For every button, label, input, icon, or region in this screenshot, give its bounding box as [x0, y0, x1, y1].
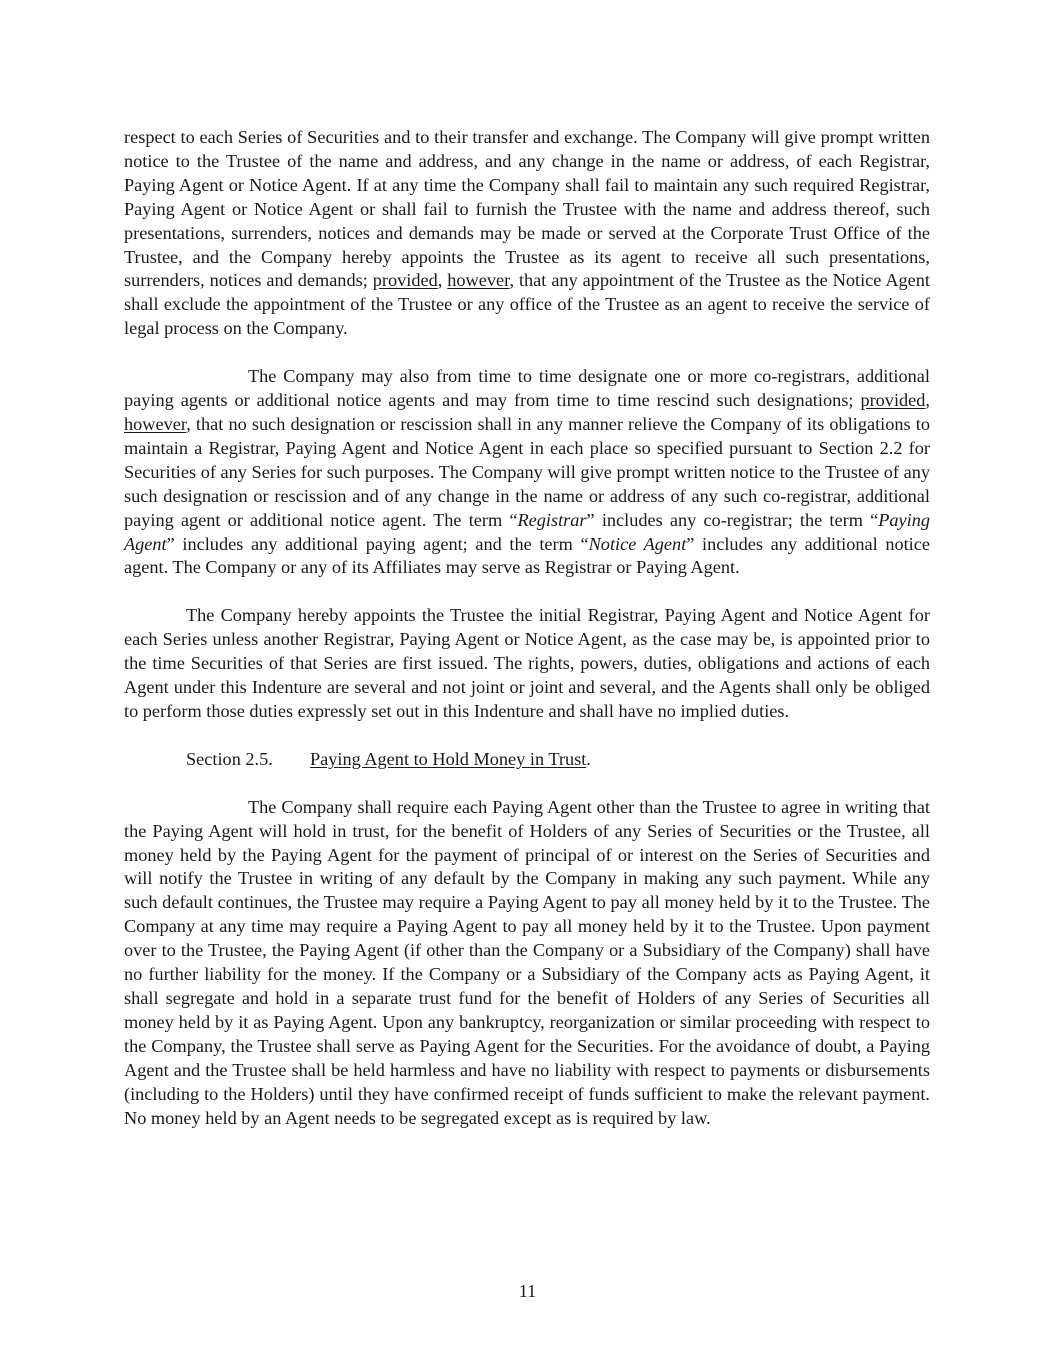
underlined-term-however: however — [124, 413, 187, 434]
paragraph-paying-agent-trust: The Company shall require each Paying Agent other than the Trustee to agree in writing that the Paying Agent will hold in trust, for the benefit of Holders of any Series of Securities or the Trustee, all money held by the Paying Agent for the payment of principal of or interest on the Series of Securities and will notify the Trustee in writing of any default by the Company in making any such payment. While any such default continues, the Trustee may require a Paying Agent to pay all money held by it to the Trustee. The Company at any time may require a Paying Agent to pay all money held by it to the Trustee. Upon payment over to the Trustee, the Paying Agent (if other than the Company or a Subsidiary of the Company) shall have no further liability for the money. If the Company or a Subsidiary of the Company acts as Paying Agent, it shall segregate and hold in a separate trust fund for the benefit of Holders of any Series of Securities all money held by it as Paying Agent. Upon any bankruptcy, reorganization or similar proceeding with respect to the Company, the Trustee shall serve as Paying Agent for the Securities. For the avoidance of doubt, a Paying Agent and the Trustee shall be held harmless and have no liability with respect to payments or disbursements (including to the Holders) until they have confirmed receipt of funds sufficient to make the relevant payment. No money held by an Agent needs to be segregated except as is required by law. — [124, 796, 930, 1128]
underlined-term-provided: provided — [372, 270, 438, 291]
paragraph-text: , — [925, 390, 930, 411]
paragraph-text: , — [437, 270, 448, 291]
paragraph-co-registrars — [124, 365, 930, 580]
underlined-term-provided: provided — [860, 390, 926, 411]
paragraph-text: The Company may also from time to time designate one or more co-registrars, additional paying agents or additional notice agents and may from time to time rescind such designations; — [124, 366, 930, 411]
defined-term-paying-agent: Paying Agent — [124, 509, 930, 554]
paragraph-text: ” includes any co-registrar; the term “ — [586, 509, 879, 530]
paragraph-text: , that no such designation or rescission shall in any manner relieve the Company of its obligations to maintain a Registrar, Paying Agent and Notice Agent in each place so specified pursuant to Section 2.2 for Securities of any Series for such purposes. The Company will give prompt written notice to the Trustee of any such designation or rescission and of any change in the name or address of any such co-registrar, additional paying agent or additional notice agent. The term “ — [124, 413, 930, 530]
section-heading — [186, 748, 930, 772]
defined-term-notice-agent: Notice Agent — [588, 533, 687, 554]
paragraph-text: ” includes any additional notice agent. The Company or any of its Affiliates may serve as Registrar or Paying Agent. — [124, 533, 930, 578]
section-title: Paying Agent to Hold Money in Trust — [310, 748, 587, 769]
paragraph-initial-appointment: The Company hereby appoints the Trustee the initial Registrar, Paying Agent and Notice Agent for each Series unless another Registrar, Paying Agent or Notice Agent, as the case may be, is appointed prior to the time Securities of that Series are first issued. The rights, powers, duties, obligations and actions of each Agent under this Indenture are several and not joint or joint and several, and the Agents shall only be obliged to perform those duties expressly set out in this Indenture and shall have no implied duties. — [124, 605, 930, 721]
document-page — [124, 126, 930, 1154]
section-number: Section 2.5. — [186, 748, 273, 769]
underlined-term-however: however — [447, 270, 510, 291]
paragraph-text: ” includes any additional paying agent; and the term “ — [166, 533, 589, 554]
paragraph-text: , that any appointment of the Trustee as the Notice Agent shall exclude the appointment of the Trustee or any office of the Trustee as an agent to receive the service of legal process on the Company. — [124, 270, 931, 339]
page-number: 11 — [518, 1281, 537, 1301]
section-title-period: . — [586, 748, 591, 769]
defined-term-registrar: Registrar — [517, 509, 587, 530]
paragraph-registrar-notice — [124, 126, 930, 341]
paragraph-text: respect to each Series of Securities and to their transfer and exchange. The Company will give prompt written notice to the Trustee of the name and address, and any change in the name or address, of each Registrar, Paying Agent or Notice Agent. If at any time the Company shall fail to maintain any such required Registrar, Paying Agent or Notice Agent or shall fail to furnish the Trustee with the name and address thereof, such presentations, surrenders, notices and demands may be made or served at the Corporate Trust Office of the Trustee, and the Company hereby appoints the Trustee as its agent to receive all such presentations, surrenders, notices and demands; — [124, 127, 930, 291]
